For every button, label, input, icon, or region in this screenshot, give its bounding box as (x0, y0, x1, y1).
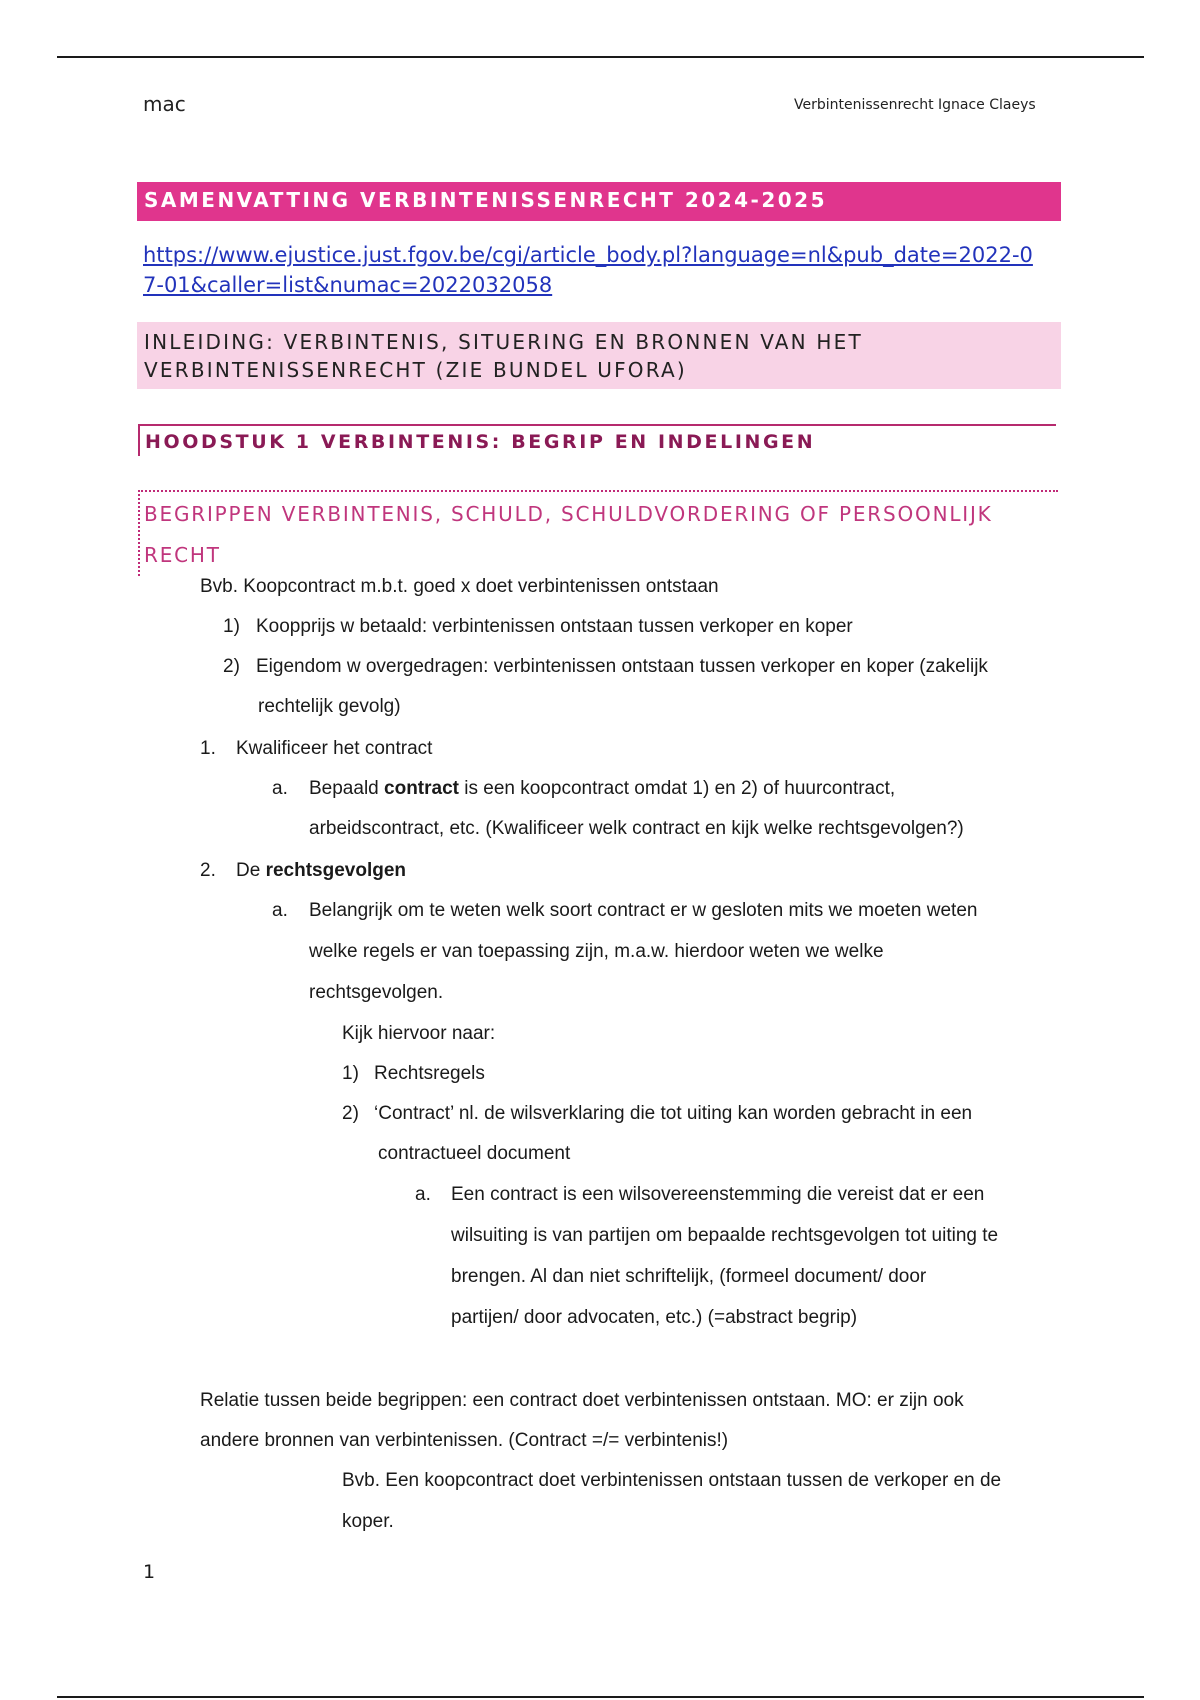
list-marker: 1) (223, 616, 240, 637)
relation-example-line2: koper. (342, 1511, 394, 1532)
list-item: Rechtsregels (374, 1063, 485, 1084)
relation-example-line1: Bvb. Een koopcontract doet verbintenissen ontstaan tussen de verkoper en de (342, 1470, 1002, 1491)
header-left-text: mac (143, 92, 186, 116)
list-item: Eigendom w overgedragen: verbintenissen ontstaan tussen verkoper en koper (zakelijk (256, 656, 988, 677)
text-run: De (236, 860, 266, 881)
text-run: Bepaald (309, 778, 385, 799)
contract-def-line1: Een contract is een wilsovereenstemming die vereist dat er een (451, 1184, 985, 1205)
bold-term: rechtsgevolgen (265, 860, 407, 881)
intro-heading-line2: VERBINTENISSENRECHT (ZIE BUNDEL UFORA) (144, 358, 687, 382)
chapter-heading: HOODSTUK 1 VERBINTENIS: BEGRIP EN INDELINGEN (138, 424, 1056, 456)
step-2-sub-line1: Belangrijk om te weten welk soort contract er w gesloten mits we moeten weten (309, 900, 978, 921)
footer-rule (57, 1696, 1144, 1698)
example-intro: Bvb. Koopcontract m.b.t. goed x doet verbintenissen ontstaan (200, 576, 719, 597)
relation-line1: Relatie tussen beide begrippen: een contract doet verbintenissen ontstaan. MO: er zijn ook (200, 1390, 964, 1411)
step-1-text: Kwalificeer het contract (236, 738, 433, 759)
list-item-continuation: rechtelijk gevolg) (258, 696, 401, 717)
sub-marker: a. (272, 900, 288, 921)
list-marker: 2) (223, 656, 240, 677)
step-2-text (236, 860, 406, 882)
relation-line2: andere bronnen van verbintenissen. (Contract =/= verbintenis!) (200, 1430, 729, 1451)
contract-def-line4: partijen/ door advocaten, etc.) (=abstract begrip) (451, 1307, 858, 1328)
contract-def-line2: wilsuiting is van partijen om bepaalde rechtsgevolgen tot uiting te (451, 1225, 999, 1246)
list-item: ‘Contract’ nl. de wilsverklaring die tot uiting kan worden gebracht in een (374, 1103, 973, 1124)
step-1-sub-line1 (309, 778, 895, 800)
text-run: is een koopcontract omdat 1) en 2) of huurcontract, (458, 778, 896, 799)
ejustice-link[interactable]: https://www.ejustice.just.fgov.be/cgi/article_body.pl?language=nl&pub_date=2022-07-01&caller=list&numac=2022032058 (143, 243, 1033, 297)
section-heading-line1: BEGRIPPEN VERBINTENIS, SCHULD, SCHULDVORDERING OF PERSOONLIJK (144, 502, 993, 526)
step-2-sub-line3: rechtsgevolgen. (309, 982, 444, 1003)
step-1-sub-line2: arbeidscontract, etc. (Kwalificeer welk contract en kijk welke rechtsgevolgen?) (309, 818, 964, 839)
list-item: Koopprijs w betaald: verbintenissen ontstaan tussen verkoper en koper (256, 616, 853, 637)
header-rule (57, 56, 1144, 58)
step-2-sub-line2: welke regels er van toepassing zijn, m.a.w. hierdoor weten we welke (309, 941, 884, 962)
intro-heading (137, 322, 1061, 389)
section-heading-line2: RECHT (144, 543, 221, 567)
list-item-continuation: contractueel document (378, 1143, 571, 1164)
document-title: SAMENVATTING VERBINTENISSENRECHT 2024-2025 (137, 182, 1061, 221)
list-marker: 1) (342, 1063, 359, 1084)
section-heading (138, 490, 1058, 576)
sub-marker: a. (415, 1184, 431, 1205)
bold-term: contract (384, 778, 459, 799)
look-at-text: Kijk hiervoor naar: (342, 1023, 496, 1044)
page-number: 1 (143, 1561, 156, 1583)
contract-def-line3: brengen. Al dan niet schriftelijk, (formeel document/ door (451, 1266, 927, 1287)
step-marker: 2. (200, 860, 216, 881)
sub-marker: a. (272, 778, 288, 799)
header-right-text: Verbintenissenrecht Ignace Claeys (794, 97, 1036, 113)
step-marker: 1. (200, 738, 216, 759)
intro-heading-line1: INLEIDING: VERBINTENIS, SITUERING EN BRONNEN VAN HET (144, 330, 863, 354)
list-marker: 2) (342, 1103, 359, 1124)
